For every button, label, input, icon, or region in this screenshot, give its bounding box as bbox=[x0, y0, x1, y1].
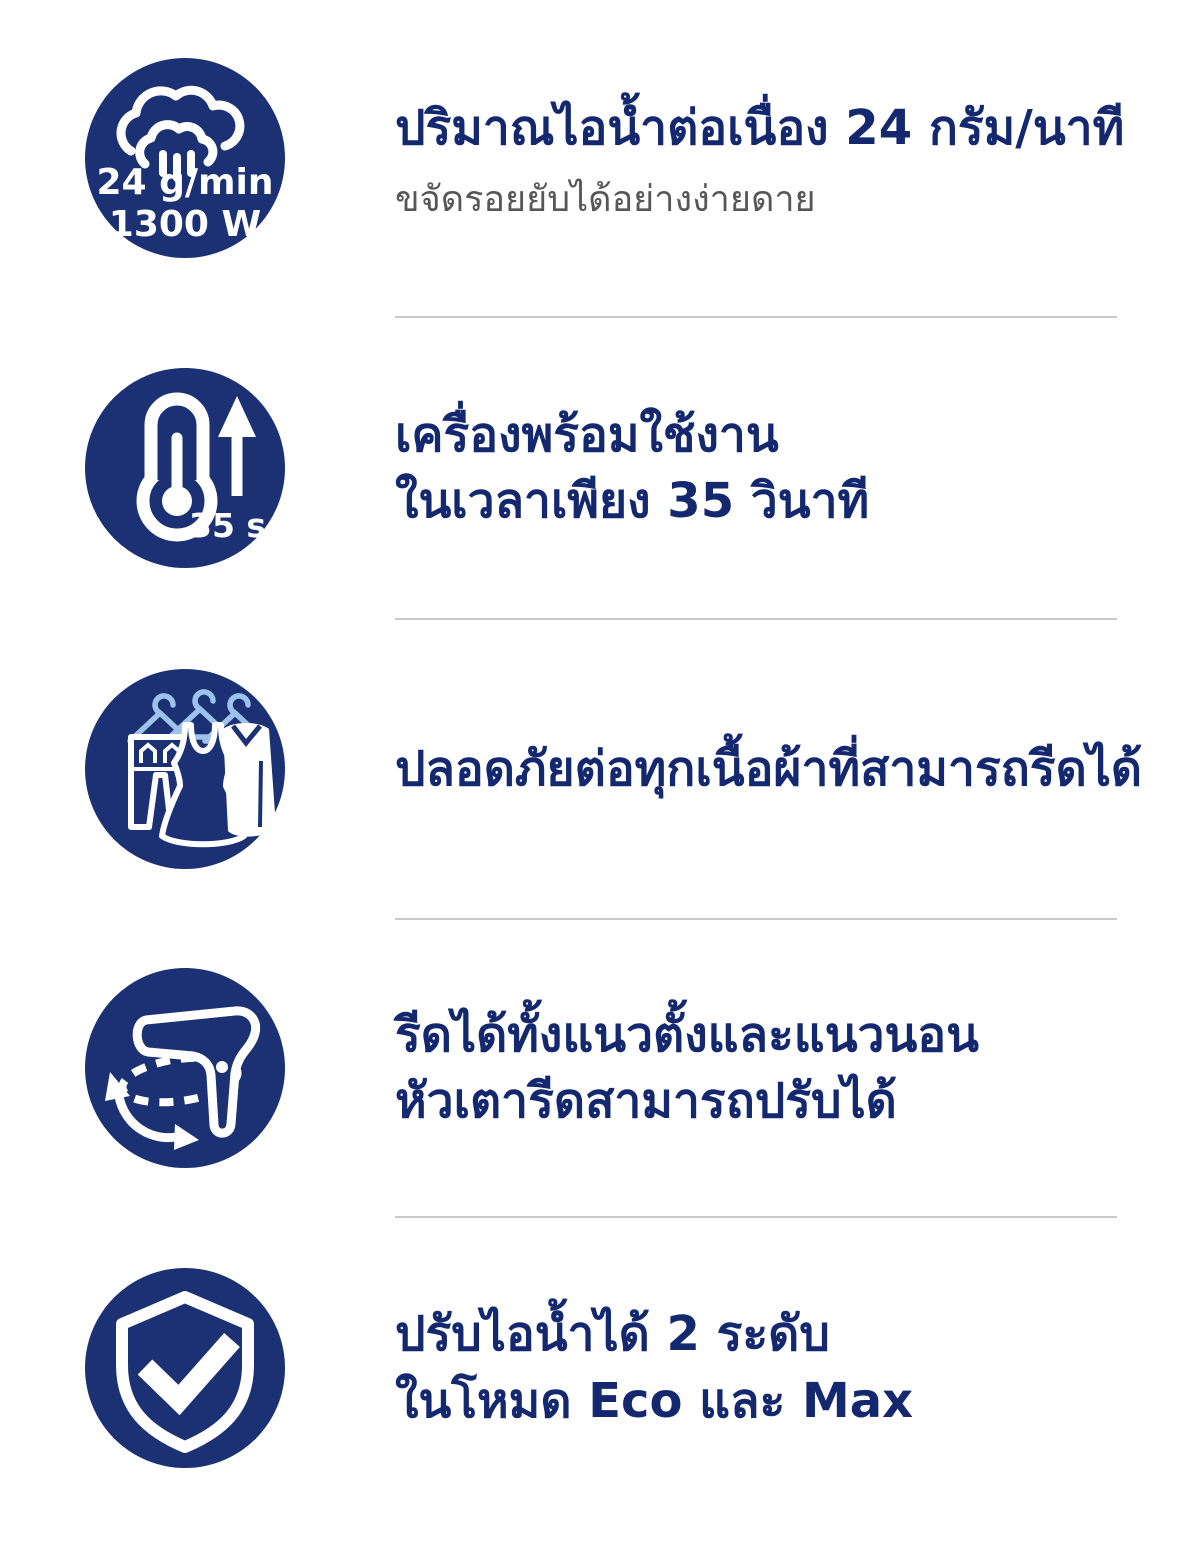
shield-check-icon bbox=[85, 1268, 285, 1468]
feature-title: ปริมาณไอน้ำต่อเนื่อง 24 กรัม/นาที bbox=[395, 100, 1125, 157]
feature-title: ปลอดภัยต่อทุกเนื้อผ้าที่สามารถรีดได้ bbox=[395, 740, 1143, 797]
steam-rate-badge bbox=[85, 162, 285, 246]
feature-row-continuous-steam bbox=[0, 0, 1200, 316]
feature-row-vertical-horizontal bbox=[0, 920, 1200, 1216]
feature-title: ปรับไอน้ำได้ 2 ระดับ bbox=[395, 1306, 830, 1363]
clothes-hangers-graphic bbox=[85, 669, 285, 869]
feature-title: ในเวลาเพียง 35 วินาที bbox=[395, 473, 870, 529]
feature-title: รีดได้ทั้งแนวตั้งและแนวนอน bbox=[395, 1006, 979, 1063]
steam-rate-value: 24 g/min bbox=[96, 162, 274, 203]
feature-text-continuous-steam bbox=[395, 95, 1200, 220]
feature-text-vertical-horizontal bbox=[395, 1002, 1200, 1134]
clothes-hangers-icon bbox=[85, 669, 285, 869]
feature-title: หัวเตารีดสามารถปรับได้ bbox=[395, 1073, 897, 1129]
feature-text-ready-time bbox=[395, 402, 1200, 534]
steamer-rotate-graphic bbox=[85, 968, 285, 1168]
shield-check-graphic bbox=[85, 1268, 285, 1468]
feature-title: เครื่องพร้อมใช้งาน bbox=[395, 406, 779, 463]
thermometer-arrow-icon bbox=[85, 368, 285, 568]
feature-row-fabric-safe bbox=[0, 620, 1200, 918]
steam-cloud-icon bbox=[85, 58, 285, 258]
feature-title: ในโหมด Eco และ Max bbox=[395, 1372, 914, 1429]
feature-text-fabric-safe bbox=[395, 736, 1200, 802]
wattage-value: 1300 W bbox=[108, 204, 262, 246]
feature-row-steam-levels bbox=[0, 1218, 1200, 1545]
feature-text-steam-levels bbox=[395, 1301, 1200, 1433]
heatup-time-badge: 35 s bbox=[189, 506, 267, 545]
feature-subtitle: ขจัดรอยยับได้อย่างง่ายดาย bbox=[395, 178, 816, 220]
feature-row-ready-time bbox=[0, 318, 1200, 618]
steamer-rotate-icon bbox=[85, 968, 285, 1168]
